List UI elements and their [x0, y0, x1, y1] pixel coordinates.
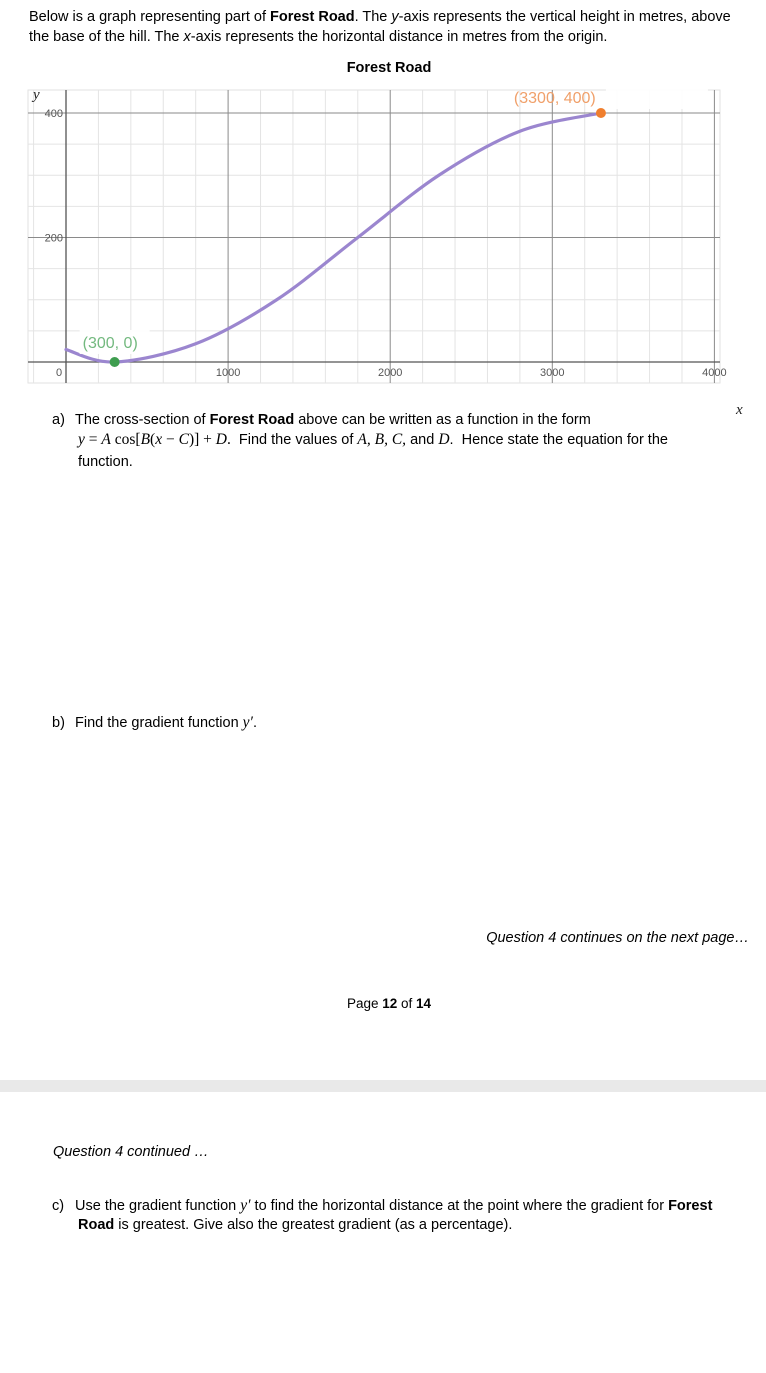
x-tick-label: 2000	[377, 367, 403, 379]
intro-text: -axis represents the horizontal distance in metres from the origin.	[190, 29, 608, 45]
question-c-line1: Use the gradient function y′ to find the horizontal distance at the point where the gradient for Forest	[75, 1197, 713, 1214]
minimum-point	[110, 357, 120, 367]
page-number: Page 12 of 14	[346, 996, 432, 1011]
continued-heading: Question 4 continued …	[53, 1144, 209, 1160]
question-a-label: a)	[52, 412, 65, 428]
question-a-line3: function.	[78, 454, 133, 470]
y-axis-label: y	[33, 87, 40, 103]
intro-paragraph	[29, 7, 749, 47]
intro-text: . The	[354, 9, 392, 25]
x-variable: x	[183, 29, 191, 45]
y-tick-label: 200	[44, 232, 63, 245]
page-separator	[0, 1080, 766, 1092]
point-label-bg	[606, 85, 708, 109]
question-c-label: c)	[52, 1198, 65, 1214]
chart-title: Forest Road	[346, 60, 432, 76]
maximum-point	[596, 108, 606, 118]
continues-note: Question 4 continues on the next page…	[486, 930, 749, 946]
intro-text: -axis represents the vertical height in metres, above the base of the hill. The	[29, 9, 731, 45]
y-variable: y	[391, 9, 399, 25]
x-tick-label: 3000	[540, 367, 565, 379]
x-tick-label: 4000	[702, 367, 727, 379]
forest-road-bold: Forest Road	[270, 9, 355, 25]
y-tick-label: 400	[44, 108, 63, 120]
x-axis-label: x	[736, 402, 743, 418]
maximum-point-label: (3300, 400)	[513, 90, 596, 107]
intro-text: Below is a graph representing part of	[29, 9, 270, 25]
x-tick-label: 1000	[215, 367, 241, 379]
question-c-line2: Road is greatest. Give also the greatest gradient (as a percentage).	[78, 1217, 513, 1233]
x-tick-label: 0	[55, 367, 63, 379]
forest-road-chart	[0, 78, 766, 420]
question-b-label: b)	[52, 715, 65, 731]
minimum-point-label: (300, 0)	[82, 335, 138, 352]
question-a-equation: y = A cos[B(x − C)] + D. Find the values of A, B, C, and D. Hence state the equation for the	[78, 431, 668, 448]
question-a-line1: The cross-section of Forest Road above can be written as a function in the form	[75, 412, 591, 428]
question-b-text: Find the gradient function y′.	[75, 714, 257, 731]
